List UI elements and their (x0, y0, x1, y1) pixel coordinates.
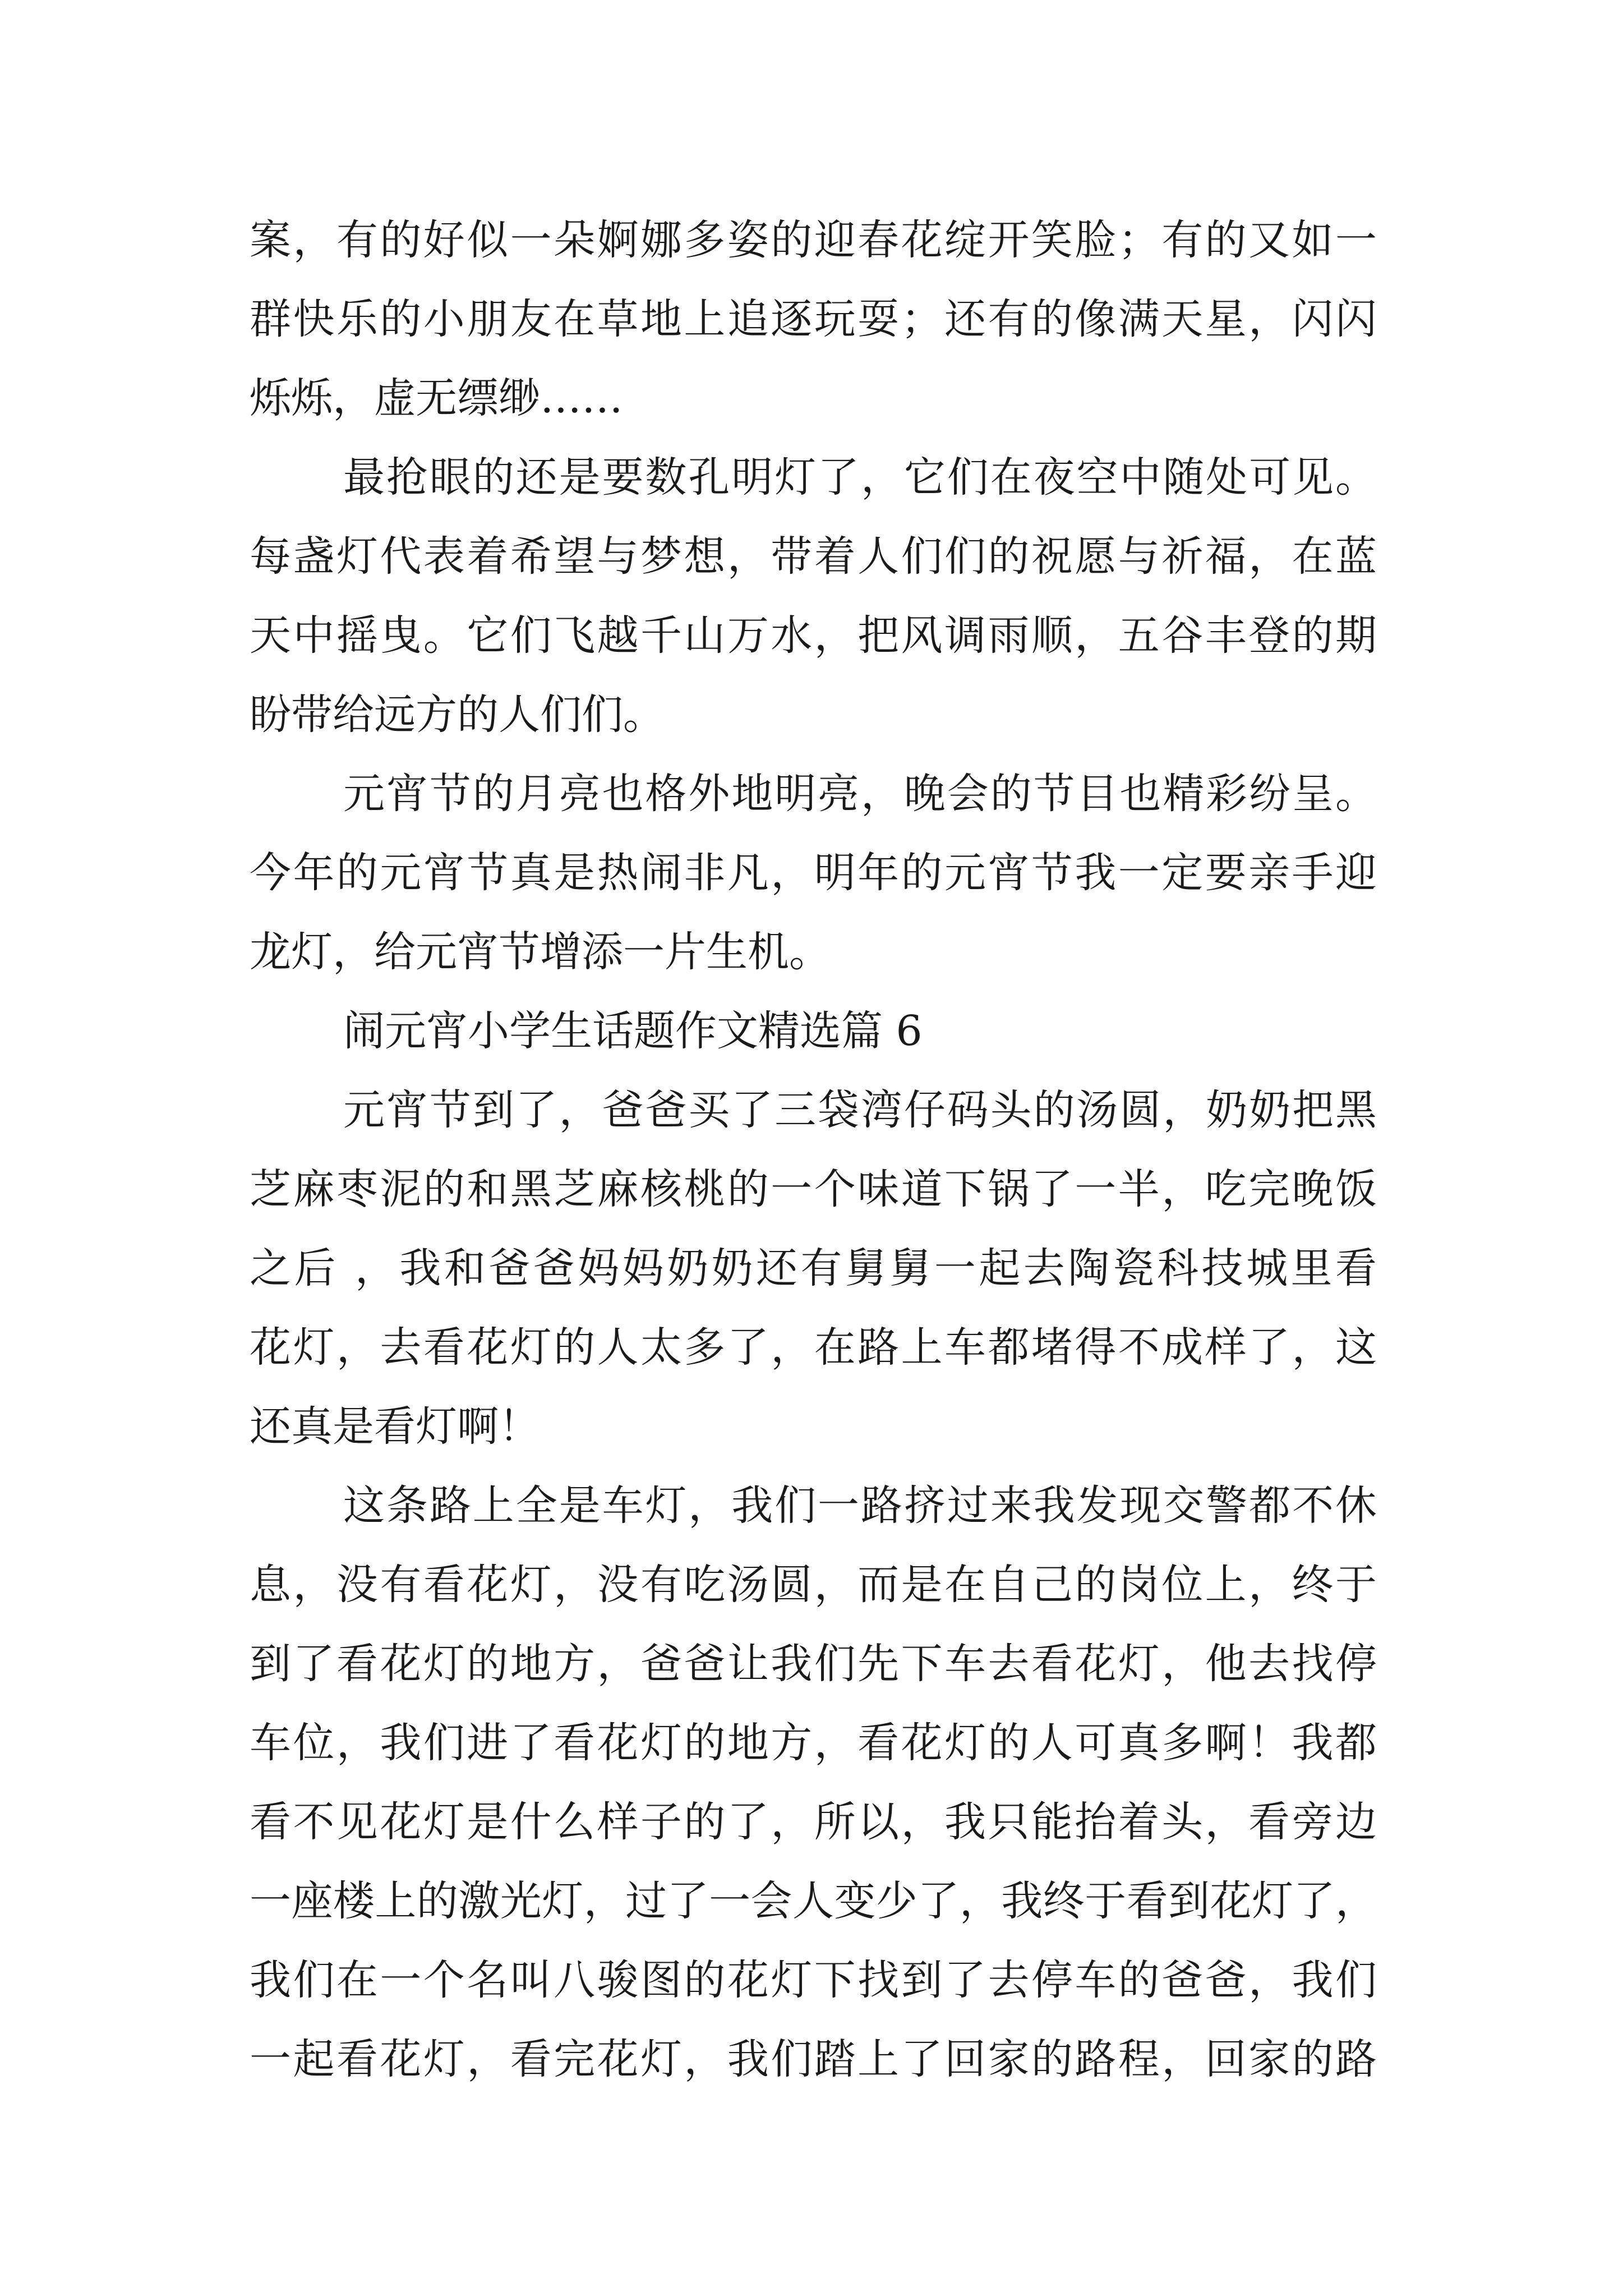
body-text-line: 还真是看灯啊！ (250, 1402, 540, 1451)
paragraph-first-line: 这条路上全是车灯，我们一路挤过来我发现交警都不休 (343, 1481, 1377, 1530)
body-text-line: 群快乐的小朋友在草地上追逐玩耍；还有的像满天星，闪闪 (250, 295, 1377, 343)
body-text-line: 烁烁，虚无缥缈…… (250, 374, 623, 422)
body-text-line: 之后 ，我和爸爸妈妈奶奶还有舅舅一起去陶瓷科技城里看 (250, 1244, 1377, 1292)
body-text-line: 一起看花灯，看完花灯，我们踏上了回家的路程，回家的路 (250, 2035, 1377, 2083)
body-text-line: 芝麻枣泥的和黑芝麻核桃的一个味道下锅了一半，吃完晚饭 (250, 1165, 1377, 1213)
body-text-line: 天中摇曳。它们飞越千山万水，把风调雨顺，五谷丰登的期 (250, 611, 1377, 660)
body-text-line: 盼带给远方的人们们。 (250, 691, 665, 739)
body-text-line: 息，没有看花灯，没有吃汤圆，而是在自己的岗位上，终于 (250, 1561, 1377, 1609)
body-text-line: 一座楼上的激光灯，过了一会人变少了，我终于看到花灯了， (250, 1877, 1377, 1925)
body-text-line: 到了看花灯的地方，爸爸让我们先下车去看花灯，他去找停 (250, 1640, 1377, 1688)
body-text-line: 花灯，去看花灯的人太多了，在路上车都堵得不成样了，这 (250, 1323, 1377, 1372)
body-text-line: 看不见花灯是什么样子的了，所以，我只能抬着头，看旁边 (250, 1798, 1377, 1846)
body-text-line: 我们在一个名叫八骏图的花灯下找到了去停车的爸爸，我们 (250, 1956, 1377, 2004)
paragraph-first-line: 最抢眼的还是要数孔明灯了，它们在夜空中随处可见。 (343, 453, 1377, 501)
body-text-line: 今年的元宵节真是热闹非凡，明年的元宵节我一定要亲手迎 (250, 849, 1377, 897)
body-text-line: 龙灯，给元宵节增添一片生机。 (250, 928, 831, 976)
section-heading: 闹元宵小学生话题作文精选篇 6 (343, 1007, 923, 1055)
paragraph-first-line: 元宵节的月亮也格外地明亮，晚会的节目也精彩纷呈。 (343, 770, 1377, 818)
body-text-line: 车位，我们进了看花灯的地方，看花灯的人可真多啊！我都 (250, 1719, 1377, 1767)
paragraph-first-line: 元宵节到了，爸爸买了三袋湾仔码头的汤圆，奶奶把黑 (343, 1086, 1377, 1134)
body-text-line: 每盏灯代表着希望与梦想，带着人们们的祝愿与祈福，在蓝 (250, 532, 1377, 581)
body-text-line: 案，有的好似一朵婀娜多姿的迎春花绽开笑脸；有的又如一 (250, 216, 1377, 264)
